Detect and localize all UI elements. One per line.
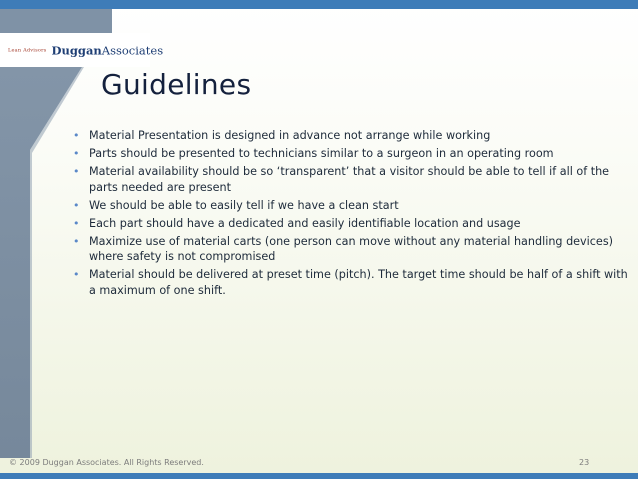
bullet-item: [72, 234, 628, 265]
bullet-text: Material Presentation is designed in advance not arrange while working: [89, 129, 491, 142]
bullet-list: [72, 128, 628, 301]
bullet-icon: •: [73, 234, 80, 248]
bullet-icon: •: [73, 129, 80, 142]
bullet-text: Maximize use of material carts (one person can move without any material handling devices) where safety is not compromised: [89, 234, 614, 263]
copyright-text: © 2009 Duggan Associates. All Rights Reserved.: [9, 458, 204, 467]
bullet-item: [72, 267, 628, 298]
slide-footer: [0, 458, 638, 472]
bullet-icon: •: [73, 216, 80, 230]
bullet-item: [72, 128, 628, 144]
bullet-icon: •: [73, 268, 80, 281]
logo-tagline: Lean Advisors: [8, 47, 47, 54]
bullet-item: [72, 216, 628, 232]
bullet-text: We should be able to easily tell if we have a clean start: [89, 198, 399, 212]
page-number: 23: [579, 458, 590, 467]
duggan-associates-logo: [8, 42, 163, 58]
bullet-text: Parts should be presented to technicians similar to a surgeon in an operating room: [89, 147, 554, 160]
logo-brand-rest: Associates: [101, 43, 164, 58]
bullet-icon: •: [73, 165, 80, 178]
bullet-icon: •: [73, 198, 80, 212]
bullet-item: [72, 198, 628, 214]
logo-brand-bold: Duggan: [51, 43, 102, 58]
bullet-text: Material availability should be so ‘transparent’ that a visitor should be able to tell if all of the parts needed are present: [89, 165, 610, 194]
bullet-text: Material should be delivered at preset time (pitch). The target time should be half of a shift with a maximum of one shift.: [89, 268, 628, 297]
bullet-icon: •: [73, 147, 80, 160]
bottom-accent-bar: [0, 473, 638, 479]
bullet-item: [72, 164, 628, 195]
bullet-item: [72, 146, 628, 162]
slide-title: Guidelines: [101, 68, 252, 101]
bullet-text: Each part should have a dedicated and easily identifiable location and usage: [89, 216, 521, 230]
